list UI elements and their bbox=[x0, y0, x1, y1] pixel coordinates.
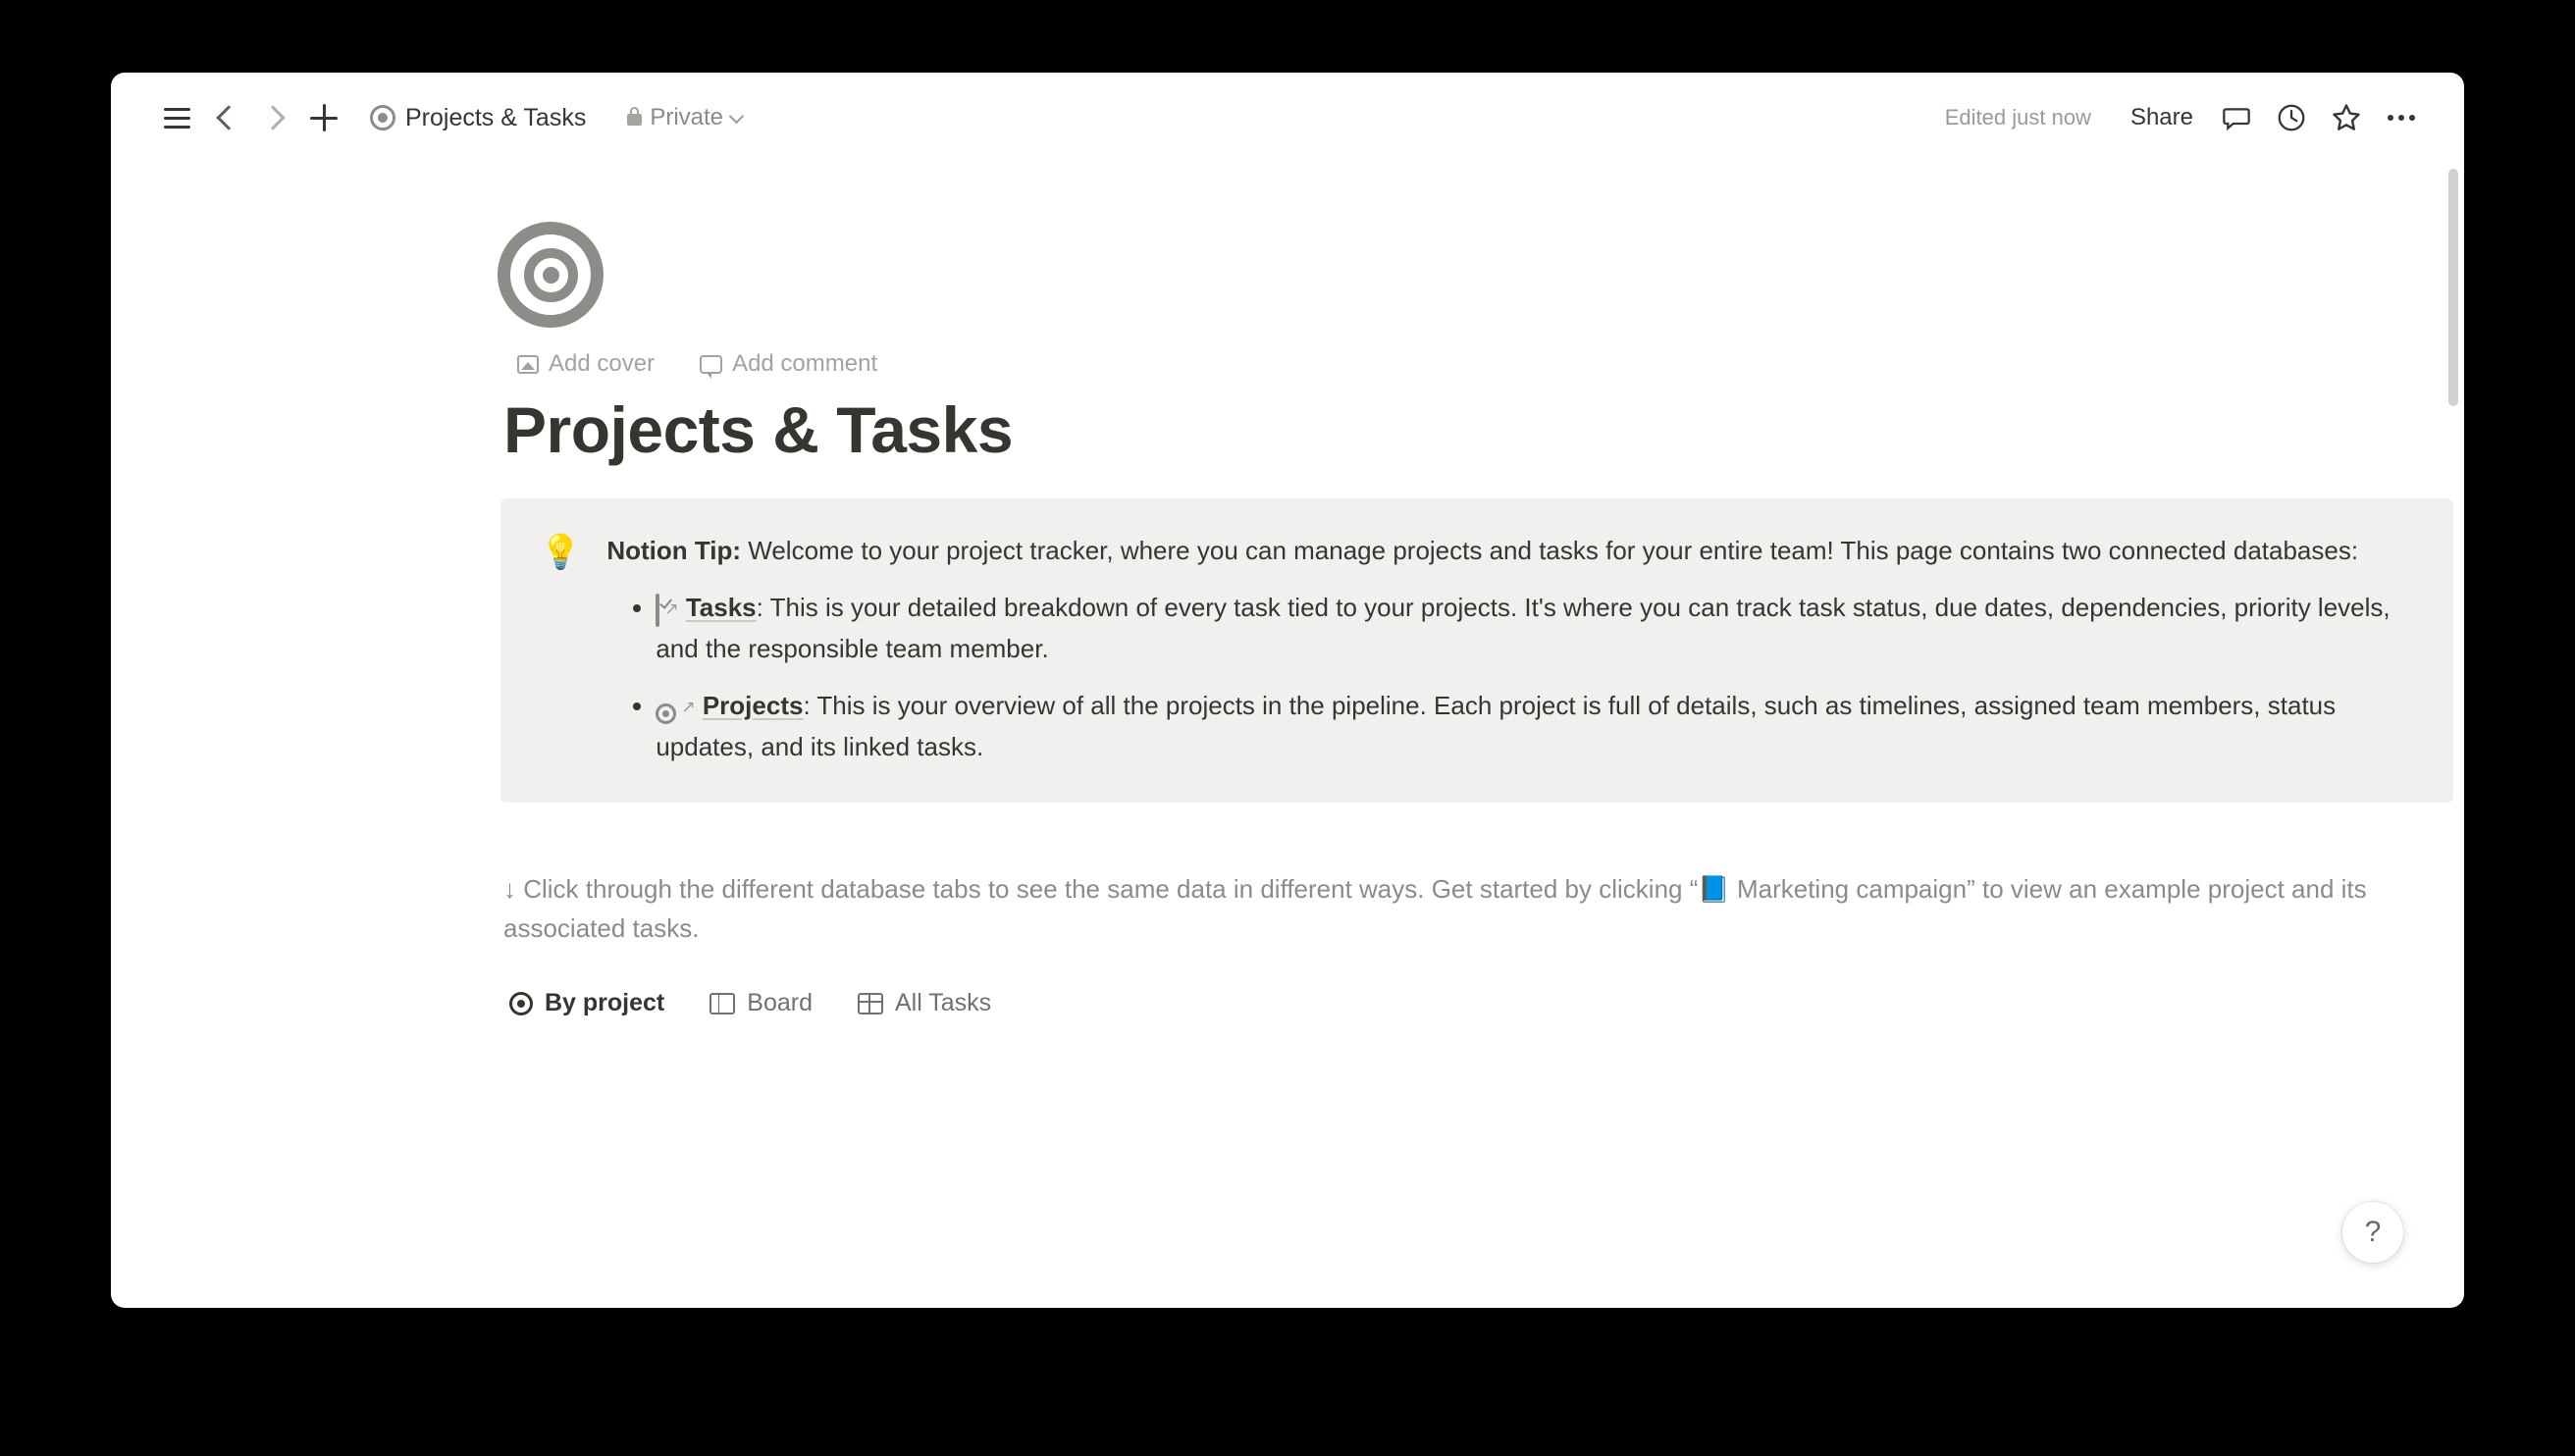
notion-window bbox=[111, 73, 2464, 1308]
callout-lead bbox=[606, 532, 2414, 571]
sidebar-toggle-button[interactable] bbox=[152, 93, 201, 142]
bullseye-target-icon bbox=[498, 222, 604, 328]
page-icon[interactable] bbox=[498, 222, 604, 328]
callout-list bbox=[606, 589, 2414, 767]
tasks-description: : This is your detailed breakdown of every task tied to your projects. It's where you can track task status, due dates, dependencies, priority levels, and the responsible team member. bbox=[656, 592, 2391, 664]
page-meta-row bbox=[509, 345, 2264, 383]
add-comment-label: Add comment bbox=[732, 350, 878, 377]
chevron-left-icon bbox=[216, 105, 240, 130]
target-icon bbox=[656, 690, 676, 729]
link-arrow-icon: ↗ bbox=[681, 697, 696, 716]
tab-board-label: Board bbox=[747, 989, 813, 1017]
comments-button[interactable] bbox=[2211, 92, 2262, 143]
chevron-down-icon bbox=[729, 108, 745, 124]
callout-lead-label: Notion Tip: bbox=[606, 536, 742, 565]
clock-icon bbox=[2276, 102, 2307, 133]
new-page-button[interactable] bbox=[299, 93, 348, 142]
comment-icon bbox=[2221, 102, 2252, 133]
privacy-selector[interactable] bbox=[617, 98, 752, 137]
plus-icon bbox=[310, 104, 338, 131]
more-options-button[interactable] bbox=[2376, 92, 2427, 143]
help-button[interactable]: ? bbox=[2342, 1202, 2403, 1263]
list-item bbox=[656, 687, 2414, 767]
projects-description: : This is your overview of all the projects in the pipeline. Each project is full of details, such as timelines, assigned team members, status updates, and its linked tasks. bbox=[656, 690, 2337, 762]
page-content bbox=[111, 163, 2464, 1023]
vertical-scrollbar[interactable] bbox=[2448, 163, 2458, 1308]
scrollbar-thumb[interactable] bbox=[2448, 169, 2458, 406]
page-inner bbox=[311, 222, 2391, 1023]
page-history-button[interactable] bbox=[2266, 92, 2317, 143]
hint-prefix: ↓ Click through the different database tabs to see the same data in different ways. Get started by clicking “ bbox=[503, 873, 1699, 904]
callout-body bbox=[606, 532, 2414, 767]
favorite-button[interactable] bbox=[2321, 92, 2372, 143]
navigate-back-button[interactable] bbox=[201, 93, 250, 142]
checkbox-icon bbox=[656, 592, 659, 631]
tasks-database-link[interactable]: Tasks bbox=[685, 592, 757, 622]
comment-icon bbox=[700, 355, 722, 374]
chevron-right-icon bbox=[260, 105, 285, 130]
table-icon bbox=[858, 993, 883, 1014]
tab-all-tasks[interactable] bbox=[852, 983, 997, 1023]
tab-all-tasks-label: All Tasks bbox=[894, 989, 992, 1017]
breadcrumb[interactable] bbox=[360, 98, 596, 138]
top-bar-left bbox=[152, 93, 1933, 142]
share-button[interactable]: Share bbox=[2129, 104, 2193, 130]
top-bar-right bbox=[1933, 92, 2427, 143]
top-bar bbox=[111, 73, 2464, 163]
target-icon bbox=[509, 992, 533, 1015]
database-tabs bbox=[503, 983, 2264, 1023]
image-icon bbox=[517, 355, 539, 374]
lock-icon bbox=[627, 114, 642, 126]
board-icon bbox=[709, 993, 735, 1014]
link-arrow-icon: ↗ bbox=[664, 598, 679, 618]
target-icon bbox=[370, 105, 395, 130]
callout-lead-text: Welcome to your project tracker, where you can manage projects and tasks for your entire team! This page contains two connected databases: bbox=[741, 536, 2359, 565]
breadcrumb-title: Projects & Tasks bbox=[405, 103, 587, 131]
book-emoji-icon: 📘 bbox=[1698, 873, 1730, 904]
add-cover-button[interactable] bbox=[509, 345, 662, 383]
star-icon bbox=[2330, 101, 2363, 134]
projects-database-link[interactable]: Projects bbox=[702, 690, 804, 720]
add-comment-button[interactable] bbox=[692, 345, 885, 383]
hint-suffix: ” to view an example project and its associated tasks. bbox=[503, 873, 2367, 943]
add-cover-label: Add cover bbox=[549, 350, 656, 377]
hint-paragraph bbox=[503, 869, 2446, 949]
edited-status[interactable]: Edited just now bbox=[1944, 105, 2091, 130]
hint-link[interactable]: Marketing campaign bbox=[1729, 873, 1968, 904]
navigate-forward-button[interactable] bbox=[250, 93, 299, 142]
more-horizontal-icon bbox=[2388, 115, 2415, 121]
page-title[interactable]: Projects & Tasks bbox=[503, 393, 1014, 466]
tab-by-project[interactable] bbox=[503, 983, 670, 1023]
lightbulb-icon: 💡 bbox=[540, 534, 582, 571]
list-item bbox=[656, 589, 2414, 669]
tab-by-project-label: By project bbox=[545, 989, 665, 1017]
tab-board[interactable] bbox=[704, 983, 818, 1023]
page-scroll-area bbox=[111, 163, 2464, 1308]
callout-block bbox=[500, 498, 2453, 803]
privacy-label: Private bbox=[650, 104, 724, 130]
hamburger-icon bbox=[164, 108, 190, 129]
